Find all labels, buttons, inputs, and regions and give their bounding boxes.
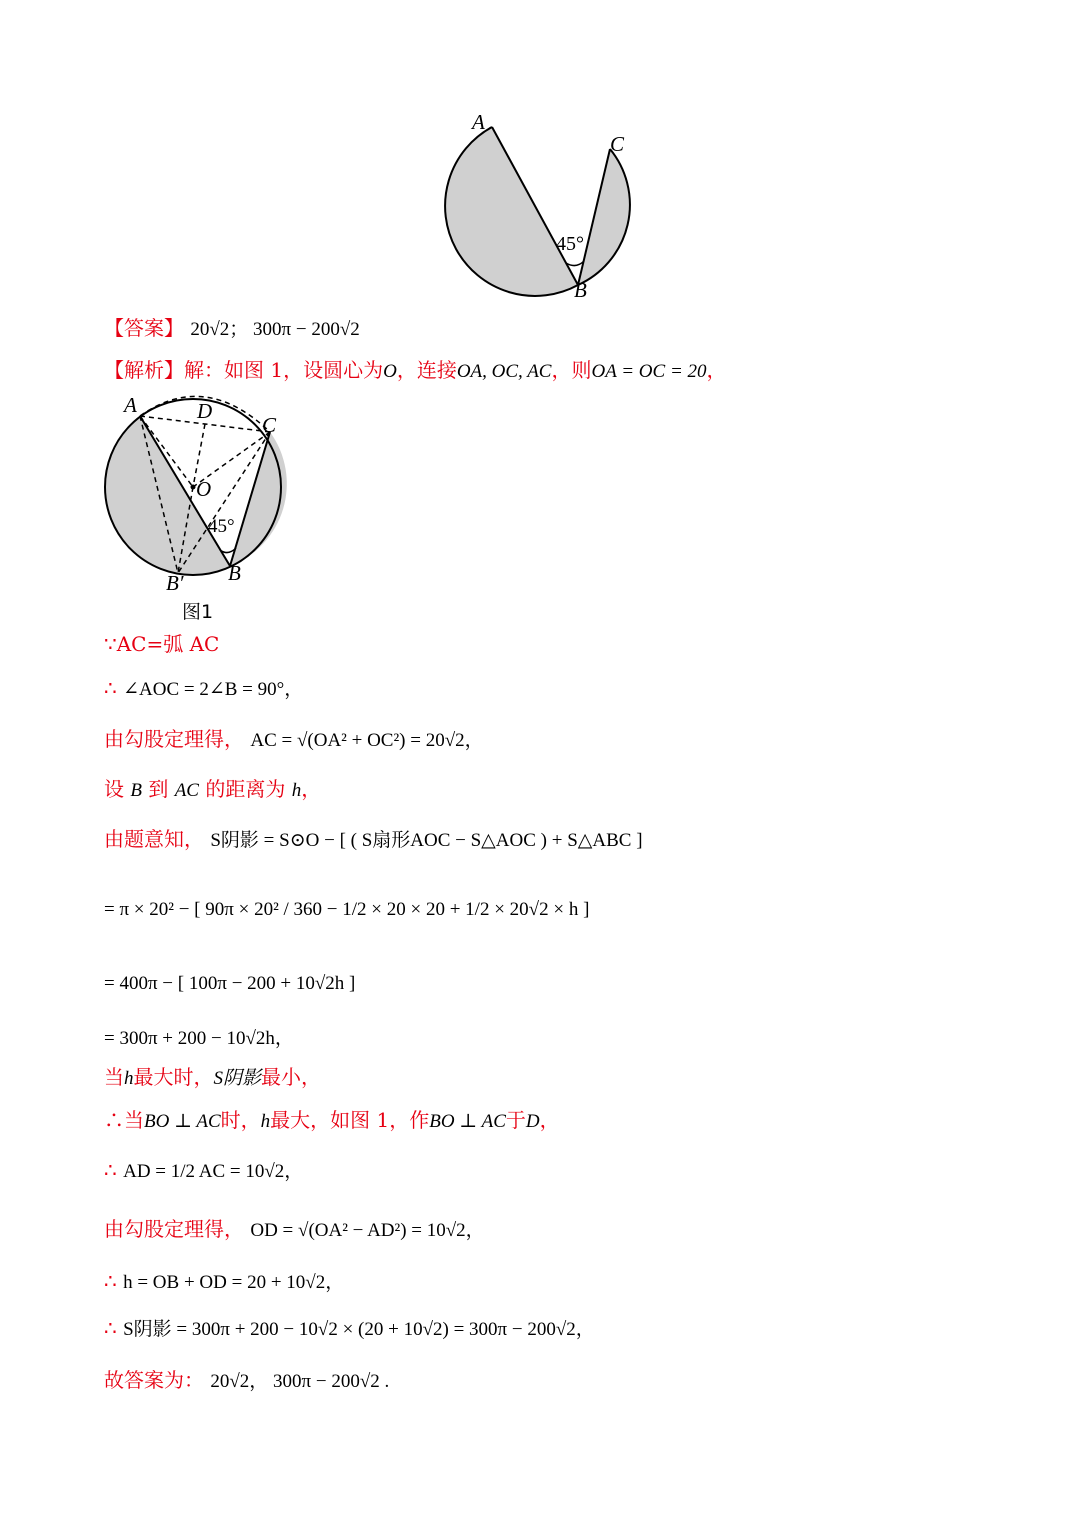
analysis-intro bbox=[104, 360, 727, 381]
analysis-text-2: ，连接 bbox=[396, 358, 457, 382]
step-8 bbox=[104, 1027, 294, 1048]
step-1 bbox=[104, 634, 219, 654]
step-3-math: AC = √(OA² + OC²) = 20√2， bbox=[250, 730, 484, 751]
fig1-label-c: C bbox=[262, 413, 277, 437]
analysis-text-4: ， bbox=[706, 358, 727, 382]
step-14-math: S阴影 = 300π + 200 − 10√2 × (20 + 10√2) = 300π − 200√2， bbox=[123, 1319, 595, 1340]
step-5-math: S阴影 = S⊙O − [ ( S扇形AOC − S△AOC ) + S△ABC ] bbox=[210, 830, 643, 851]
step-2 bbox=[104, 678, 303, 699]
step-15-prefix: 故答案为： bbox=[104, 1368, 204, 1392]
step-10-math-1: BO ⊥ AC bbox=[144, 1111, 221, 1132]
step-10-math-h: h bbox=[260, 1111, 271, 1132]
step-5-prefix: 由题意知， bbox=[104, 827, 204, 851]
step-4-math-b: B bbox=[130, 780, 142, 801]
step-4-end: ， bbox=[301, 777, 322, 801]
step-9-math-s: S阴影 bbox=[213, 1068, 262, 1089]
answer-tag: 【答案】 bbox=[104, 316, 184, 340]
step-11-math: AD = 1/2 AC = 10√2， bbox=[123, 1161, 304, 1182]
step-7 bbox=[104, 972, 355, 993]
step-8-math: = 300π + 200 − 10√2h， bbox=[104, 1028, 294, 1049]
label-b: B bbox=[574, 278, 587, 302]
step-9-mid2: 最小， bbox=[261, 1065, 322, 1089]
math-segments: OA, OC, AC bbox=[456, 361, 552, 382]
step-10-math-3: BO ⊥ AC bbox=[429, 1111, 506, 1132]
step-4-mid: 到 bbox=[141, 777, 175, 801]
fig1-label-d: D bbox=[197, 399, 213, 423]
fig1-label-angle: 45° bbox=[208, 516, 235, 537]
step-4 bbox=[104, 779, 321, 800]
figure1-diagram bbox=[100, 390, 290, 600]
analysis-text: 解：如图 1，设圆心为 bbox=[184, 358, 384, 382]
math-radius: OA = OC = 20 bbox=[591, 361, 707, 382]
answer-line bbox=[104, 318, 360, 339]
step-4-mid2: 的距离为 bbox=[198, 777, 292, 801]
step-11 bbox=[104, 1160, 303, 1181]
step-14 bbox=[104, 1318, 595, 1339]
label-angle: 45° bbox=[556, 233, 584, 255]
step-10-prefix: ∴当 bbox=[104, 1108, 144, 1132]
step-1-text: ∵AC=弧 AC bbox=[104, 632, 220, 656]
fig1-center-dot bbox=[191, 485, 196, 490]
analysis-tag: 【解析】 bbox=[104, 358, 184, 382]
answer-value: 20√2； 300π − 200√2 bbox=[190, 319, 360, 340]
step-9-prefix: 当 bbox=[104, 1065, 124, 1089]
step-10-end2: ， bbox=[539, 1108, 560, 1132]
angle-arc bbox=[566, 261, 584, 266]
step-10 bbox=[104, 1110, 560, 1131]
step-14-prefix: ∴ bbox=[104, 1316, 124, 1340]
step-7-math: = 400π − [ 100π − 200 + 10√2h ] bbox=[104, 973, 356, 994]
figure1-caption: 图1 bbox=[182, 601, 214, 623]
fig1-label-a: A bbox=[124, 393, 137, 417]
fig1-label-bprime: B′ bbox=[166, 571, 184, 595]
fig1-label-b: B bbox=[228, 561, 241, 585]
step-10-mid: 时， bbox=[220, 1108, 261, 1132]
step-13 bbox=[104, 1271, 344, 1292]
step-3-prefix: 由勾股定理得， bbox=[104, 727, 244, 751]
step-4-math-ac: AC bbox=[174, 780, 199, 801]
step-9-math-h: h bbox=[124, 1068, 134, 1089]
step-4-math-h: h bbox=[291, 780, 302, 801]
step-13-prefix: ∴ bbox=[104, 1269, 124, 1293]
step-2-math: ∠AOC = 2∠B = 90°， bbox=[123, 679, 304, 700]
step-6-math: = π × 20² − [ 90π × 20² / 360 − 1/2 × 20 × 20 + 1/2 × 20√2 × h ] bbox=[104, 899, 590, 920]
step-3 bbox=[104, 729, 484, 750]
step-6 bbox=[104, 898, 589, 919]
fig1-label-o: O bbox=[196, 477, 212, 501]
fig1-shaded-left bbox=[105, 416, 230, 574]
step-11-prefix: ∴ bbox=[104, 1158, 124, 1182]
step-15-math: 20√2， 300π − 200√2 . bbox=[210, 1371, 390, 1392]
step-13-math: h = OB + OD = 20 + 10√2， bbox=[123, 1272, 345, 1293]
label-c: C bbox=[610, 132, 625, 156]
step-12-prefix: 由勾股定理得， bbox=[104, 1217, 244, 1241]
top-circle-figure bbox=[440, 105, 640, 305]
step-4-prefix: 设 bbox=[104, 777, 131, 801]
step-12-math: OD = √(OA² − AD²) = 10√2， bbox=[250, 1220, 485, 1241]
step-9 bbox=[104, 1067, 321, 1088]
analysis-text-3: ，则 bbox=[551, 358, 592, 382]
step-15 bbox=[104, 1370, 389, 1391]
math-o: O bbox=[383, 361, 397, 382]
step-10-math-d: D bbox=[525, 1111, 540, 1132]
step-10-end: 于 bbox=[505, 1108, 526, 1132]
step-12 bbox=[104, 1219, 485, 1240]
shaded-region-left bbox=[445, 127, 578, 296]
step-10-mid2: 最大，如图 1，作 bbox=[270, 1108, 430, 1132]
step-2-prefix: ∴ bbox=[104, 676, 124, 700]
label-a: A bbox=[472, 110, 485, 134]
step-9-mid: 最大时， bbox=[133, 1065, 214, 1089]
step-5 bbox=[104, 829, 643, 850]
